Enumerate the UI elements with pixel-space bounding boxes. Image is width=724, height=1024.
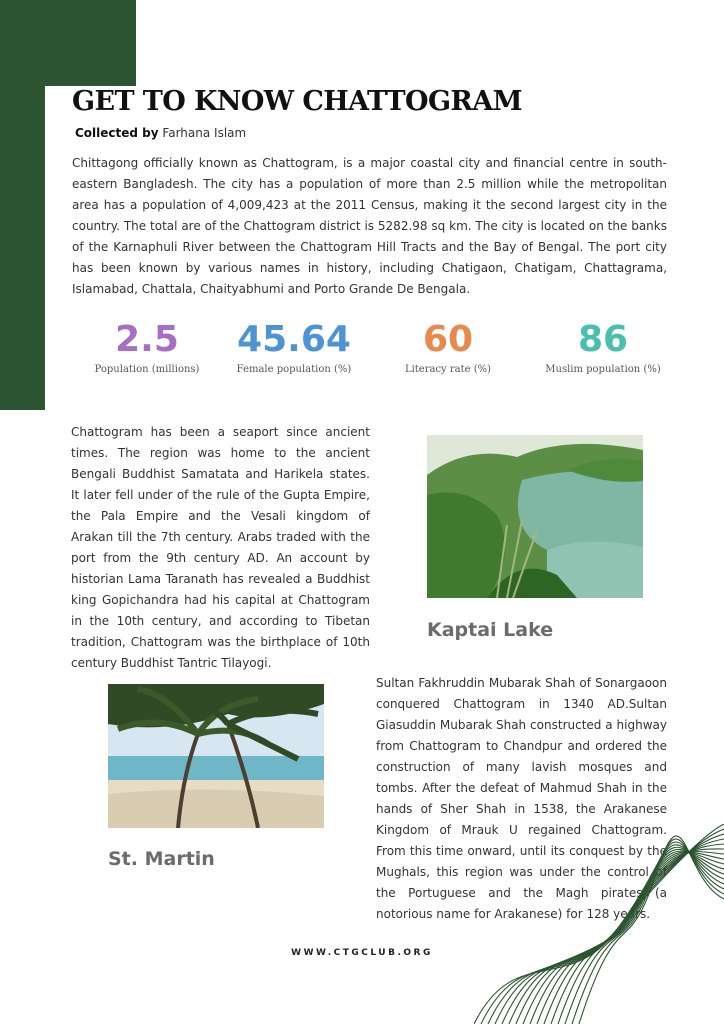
stats-row (72, 318, 672, 388)
intro-paragraph: Chittagong officially known as Chattogram, is a major coastal city and financial centre in south-eastern Bangladesh. The city has a population of more than 2.5 million while the metropolitan area has a population of 4,009,423 at the 2011 Census, making it the second largest city in the country. The total are of the Chattogram district is 5282.98 sq km. The city is located on the banks of the Karnaphuli River between the Chattogram Hill Tracts and the Bay of Bengal. The port city has been known by various names in history, including Chatigaon, Chatigam, Chattagrama, Islamabad, Chattala, Chaityabhumi and Porto Grande De Bengala. (72, 156, 667, 296)
author-name: Farhana Islam (162, 126, 247, 140)
byline-label: Collected by (75, 126, 159, 140)
history-paragraph: Chattogram has been a seaport since ancient times. The region was home to the ancient Bengali Buddhist Samatata and Harikela states. It later fell under of the rule of the Gupta Empire, the Pala Empire and the Vesali kingdom of Arakan till the 7th century. Arabs traded with the port from the 9th century AD. An account by historian Lama Taranath has revealed a Buddhist king Gopichandra had his capital at Chattogram in the 10th century, and according to Tibetan tradition, Chattogram was the birthplace of 10th century Buddhist Tantric Tilayogi. (71, 425, 370, 670)
stat-literacy-rate (373, 318, 523, 375)
stat-population (72, 318, 222, 375)
stat-label: Literacy rate (%) (404, 364, 492, 375)
st-martin-caption: St. Martin (108, 848, 215, 870)
kaptai-lake-photo (427, 435, 643, 598)
stat-label: Muslim population (%) (545, 364, 661, 375)
stat-label: Population (millions) (94, 364, 200, 375)
stat-female-population (219, 318, 369, 375)
stat-value: 45.64 (237, 319, 351, 360)
stat-label: Female population (%) (236, 364, 352, 375)
wave-line (523, 852, 724, 1024)
kaptai-lake-caption: Kaptai Lake (427, 619, 554, 641)
green-corner-block (0, 0, 136, 86)
stat-value: 60 (422, 319, 474, 360)
sultan-paragraph: Sultan Fakhruddin Mubarak Shah of Sonargaoon conquered Chattogram in 1340 AD.Sultan Giasuddin Mubarak Shah constructed a highway from Chattogram to Chandpur and ordered the construction of many lavish mosques and tombs. After the defeat of Mahmud Shah in the hands of Sher Shah in 1538, the Arakanese Kingdom of Mrauk U regained Chattogram. From this time onward, until its conquest by the Mughals, this region was under the control of the Portuguese and the Magh pirates (a notorious name for Arakanese) for 128 years. (376, 676, 667, 921)
page-title: GET TO KNOW CHATTOGRAM (72, 86, 522, 117)
green-side-bar (0, 86, 45, 410)
stat-muslim-population (528, 318, 678, 375)
wave-line (530, 852, 724, 1024)
wave-line (537, 851, 724, 1024)
stat-value: 2.5 (115, 319, 179, 360)
st-martin-photo (108, 684, 324, 828)
stat-value: 86 (577, 319, 629, 360)
wave-line (544, 849, 724, 1024)
byline (75, 126, 246, 140)
wave-line (551, 847, 724, 1024)
website-footer: WWW.CTGCLUB.ORG (291, 948, 433, 958)
wave-lines-decoration (474, 824, 724, 1024)
